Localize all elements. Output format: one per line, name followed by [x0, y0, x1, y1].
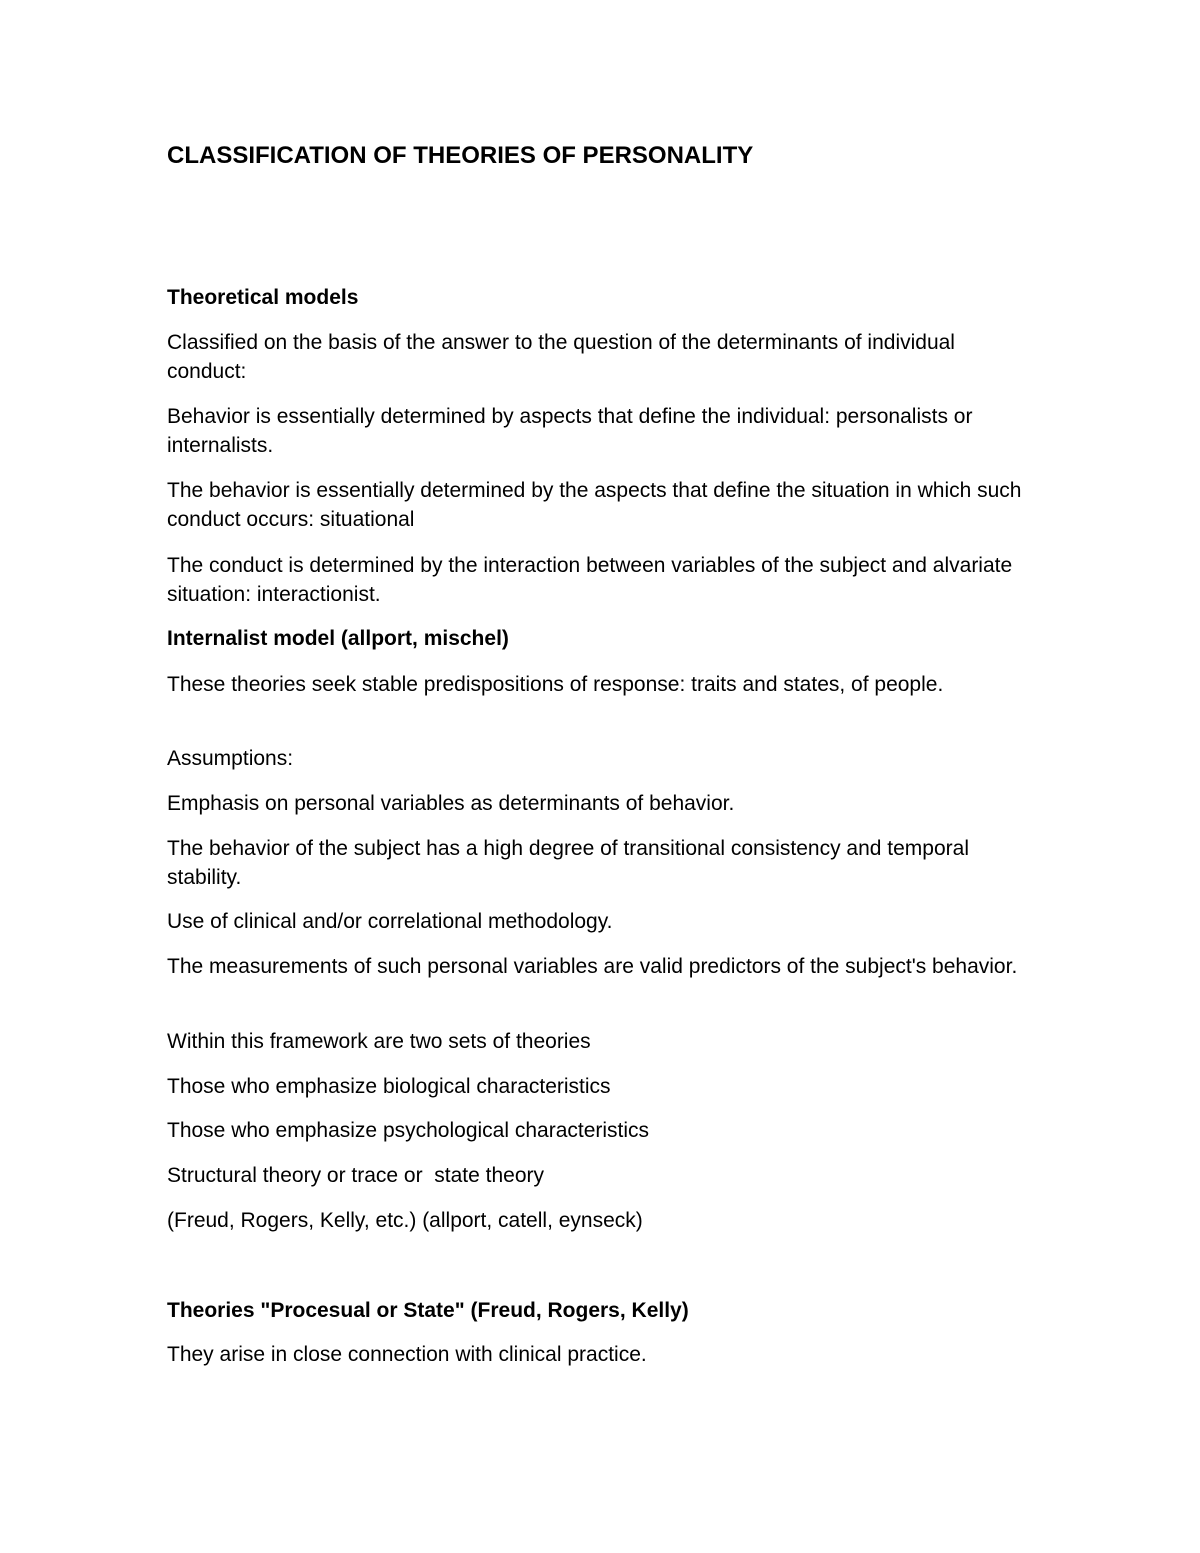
paragraph: (Freud, Rogers, Kelly, etc.) (allport, catell, eynseck) — [167, 1209, 643, 1232]
paragraph: Behavior is essentially determined by aspects that define the individual: personalists or internalists. — [167, 405, 973, 457]
paragraph: These theories seek stable predispositions of response: traits and states, of people. — [167, 673, 944, 696]
paragraph: Classified on the basis of the answer to the question of the determinants of individual conduct: — [167, 331, 955, 383]
section-heading-theoretical-models: Theoretical models — [167, 286, 359, 309]
paragraph: The behavior is essentially determined by the aspects that define the situation in which such conduct occurs: situational — [167, 479, 1022, 531]
paragraph: Within this framework are two sets of theories — [167, 1030, 591, 1053]
section-heading-procesual-theories: Theories "Procesual or State" (Freud, Rogers, Kelly) — [167, 1299, 689, 1322]
document-title: CLASSIFICATION OF THEORIES OF PERSONALITY — [167, 142, 754, 169]
paragraph: Assumptions: — [167, 747, 294, 770]
paragraph: The conduct is determined by the interaction between variables of the subject and alvariate situation: interactionist. — [167, 554, 1013, 606]
paragraph: Those who emphasize biological characteristics — [167, 1075, 611, 1098]
paragraph: Emphasis on personal variables as determinants of behavior. — [167, 792, 735, 815]
paragraph: The measurements of such personal variables are valid predictors of the subject's behavior. — [167, 955, 1018, 978]
paragraph: Those who emphasize psychological characteristics — [167, 1119, 650, 1142]
paragraph: They arise in close connection with clinical practice. — [167, 1343, 647, 1366]
paragraph: Use of clinical and/or correlational methodology. — [167, 910, 613, 933]
paragraph: Structural theory or trace or state theory — [167, 1164, 544, 1187]
paragraph: The behavior of the subject has a high degree of transitional consistency and temporal stability. — [167, 837, 969, 889]
section-heading-internalist-model: Internalist model (allport, mischel) — [167, 627, 509, 650]
